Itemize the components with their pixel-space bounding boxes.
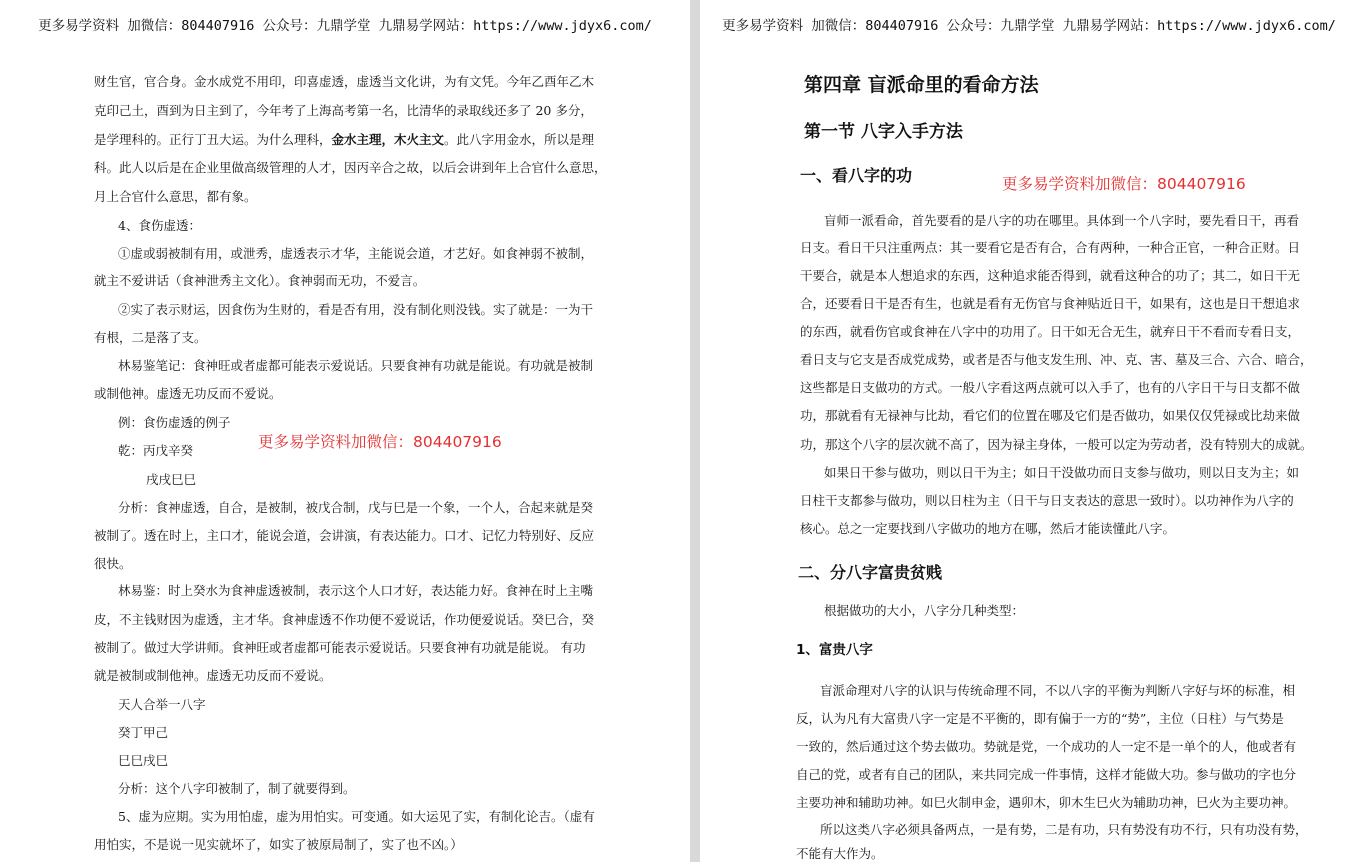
text-line: 看日支与它支是否成党成势，或者是否与他支发生刑、冲、克、害、墓及三合、六合、暗合，: [800, 352, 1313, 367]
page-header: 更多易学资料 加微信：804407916 公众号：九鼎学堂 九鼎易学网站：https://www.jdyx6.com/: [38, 18, 652, 34]
text-line: 被制了。透在时上，主口才，能说会道，会讲演，有表达能力。口才、记忆力特别好、反应: [94, 528, 595, 543]
text-line: 林易鉴笔记：食神旺或者虚都可能表示爱说话。只要食神有功就是能说。有功就是被制: [118, 358, 594, 373]
text-line: 干要合，就是本人想追求的东西，这种追求能否得到，就看这种合的功了；其二，如日干无: [800, 268, 1301, 283]
text-line: 分析：食神虚透，自合，是被制，被戊合制，戊与巳是一个象，一个人，合起来就是癸: [118, 500, 594, 515]
text-line: 月上合官什么意思，都有象。: [94, 189, 257, 204]
text-line: ②实了表示财运，因食伤为生财的，看是否有用，没有制化则没钱。实了就是：一为干: [118, 302, 594, 317]
text-line: 就是被制或制他神。虚透无功反而不爱说。: [94, 668, 332, 683]
text-line: 4、食伤虚透：: [118, 218, 201, 233]
text-line: 盲师一派看命，首先要看的是八字的功在哪里。具体到一个八字时，要先看日干，再看: [824, 213, 1300, 228]
text-line: 一致的，然后通过这个势去做功。势就是党，一个成功的人一定不是一单个的人，他或者有: [796, 739, 1297, 754]
text-line: 功，那这个八字的层次就不高了，因为禄主身体，一般可以定为劳动者，没有特别大的成就。: [800, 437, 1313, 452]
text-line: 就主不爱讲话（食神泄秀主文化）。食神弱而无功，不爱言。: [94, 273, 426, 288]
text-line: 巳巳戌巳: [118, 753, 169, 768]
text-line: 分析：这个八字印被制了，制了就要得到。: [118, 781, 356, 796]
text-line: 很快。: [94, 556, 132, 571]
subsection-title: 1、富贵八字: [796, 642, 873, 658]
text-line: 林易鉴：时上癸水为食神虚透被制，表示这个人口才好，表达能力好。食神在时上主嘴: [118, 583, 594, 598]
text-line: 财生官，官合身。金水成党不用印，印喜虚透，虚透当文化讲，为有文凭。今年乙酉年乙木: [94, 74, 595, 89]
text-line: 自己的党，或者有自己的团队，来共同完成一件事情，这样才能做大功。参与做功的字也分: [796, 767, 1297, 782]
page-header: 更多易学资料 加微信：804407916 公众号：九鼎学堂 九鼎易学网站：https://www.jdyx6.com/: [722, 18, 1336, 34]
text-line: 乾：丙戊辛癸: [118, 443, 194, 458]
text-line: 例：食伤虚透的例子: [118, 415, 231, 430]
text-line: 功，那就看有无禄神与比劫，看它们的位置在哪及它们是否做功，如果仅仅凭禄或比劫来做: [800, 408, 1301, 423]
text-line: 或制他神。虚透无功反而不爱说。: [94, 386, 282, 401]
text-line: ①虚或弱被制有用，或泄秀，虚透表示才华，主能说会道，才艺好。如食神弱不被制，: [118, 246, 594, 261]
text-line: 有根，二是落了支。: [94, 330, 207, 345]
text-line: 合，还要看日干是否有生，也就是看有无伤官与食神贴近日干，如果有，这也是日干想追求: [800, 296, 1301, 311]
text-line: 不能有大作为。: [796, 846, 884, 861]
text-line: 5、虚为应期。实为用怕虚，虚为用怕实。可变通。如大运见了实，有制化论吉。（虚有: [118, 809, 595, 824]
text-line: 所以这类八字必须具备两点，一是有势，二是有功，只有势没有功不行，只有功没有势，: [820, 822, 1308, 837]
right-page: [700, 0, 1358, 862]
text-line: 癸丁甲己: [118, 725, 169, 740]
text-line: 这些都是日支做功的方式。一般八字看这两点就可以入手了，也有的八字日干与日支都不做: [800, 380, 1301, 395]
subsection-title: 一、看八字的功: [800, 166, 913, 185]
text-line: 盲派命理对八字的认识与传统命理不同，不以八字的平衡为判断八字好与坏的标准，相: [820, 683, 1296, 698]
text-line: 日支。看日干只注重两点：其一要看它是否有合，合有两种，一种合正官，一种合正财。日: [800, 240, 1301, 255]
section-title: 第一节 八字入手方法: [804, 122, 963, 142]
chapter-title: 第四章 盲派命里的看命方法: [804, 74, 1039, 96]
text-line: 克印己土，酉到为日主到了，今年考了上海高考第一名，比清华的录取线还多了 20 多分，: [94, 103, 593, 118]
text-line: 反，认为凡有大富贵八字一定是不平衡的，即有偏于一方的“势”，主位（日柱）与气势是: [796, 711, 1284, 726]
text-line: 皮，不主钱财因为虚透，主才华。食神虚透不作功便不爱说话，作功便爱说话。癸巳合，癸: [94, 612, 595, 627]
text-line: 被制了。做过大学讲师。食神旺或者虚都可能表示爱说话。只要食神有功就是能说。 有功: [94, 640, 586, 655]
text-line: 主要功神和辅助功神。如巳火制申金，遇卯木，卯木生巳火为辅助功神，巳火为主要功神。: [796, 795, 1297, 810]
watermark-text: 更多易学资料加微信：804407916: [258, 433, 502, 451]
subsection-title: 二、分八字富贵贫贱: [798, 563, 943, 582]
text-line: 天人合举一八字: [118, 697, 206, 712]
text-line: 戌戌巳巳: [146, 472, 197, 487]
text-line: 核心。总之一定要找到八字做功的地方在哪，然后才能读懂此八字。: [800, 521, 1176, 536]
text-line: 科。此人以后是在企业里做高级管理的人才，因丙辛合之故，以后会讲到年上合官什么意思，: [94, 160, 607, 175]
text-line: 日柱干支都参与做功，则以日柱为主（日干与日支表达的意思一致时）。以功神作为八字的: [800, 493, 1294, 508]
text-line: 的东西，就看伤官或食神在八字中的功用了。日干如无合无生，就弃日干不看而专看日支，: [800, 324, 1301, 339]
watermark-text: 更多易学资料加微信：804407916: [1002, 175, 1246, 193]
text-line: 根据做功的大小，八字分几种类型：: [824, 603, 1025, 618]
text-line: 如果日干参与做功，则以日干为主；如日干没做功而日支参与做功，则以日支为主；如: [824, 465, 1300, 480]
text-line: 是学理科的。正行丁丑大运。为什么理科，金水主理，木火主文。此八字用金水，所以是理: [94, 132, 595, 147]
text-line: 用怕实，不是说一见实就坏了，如实了被原局制了，实了也不凶。）: [94, 837, 463, 852]
